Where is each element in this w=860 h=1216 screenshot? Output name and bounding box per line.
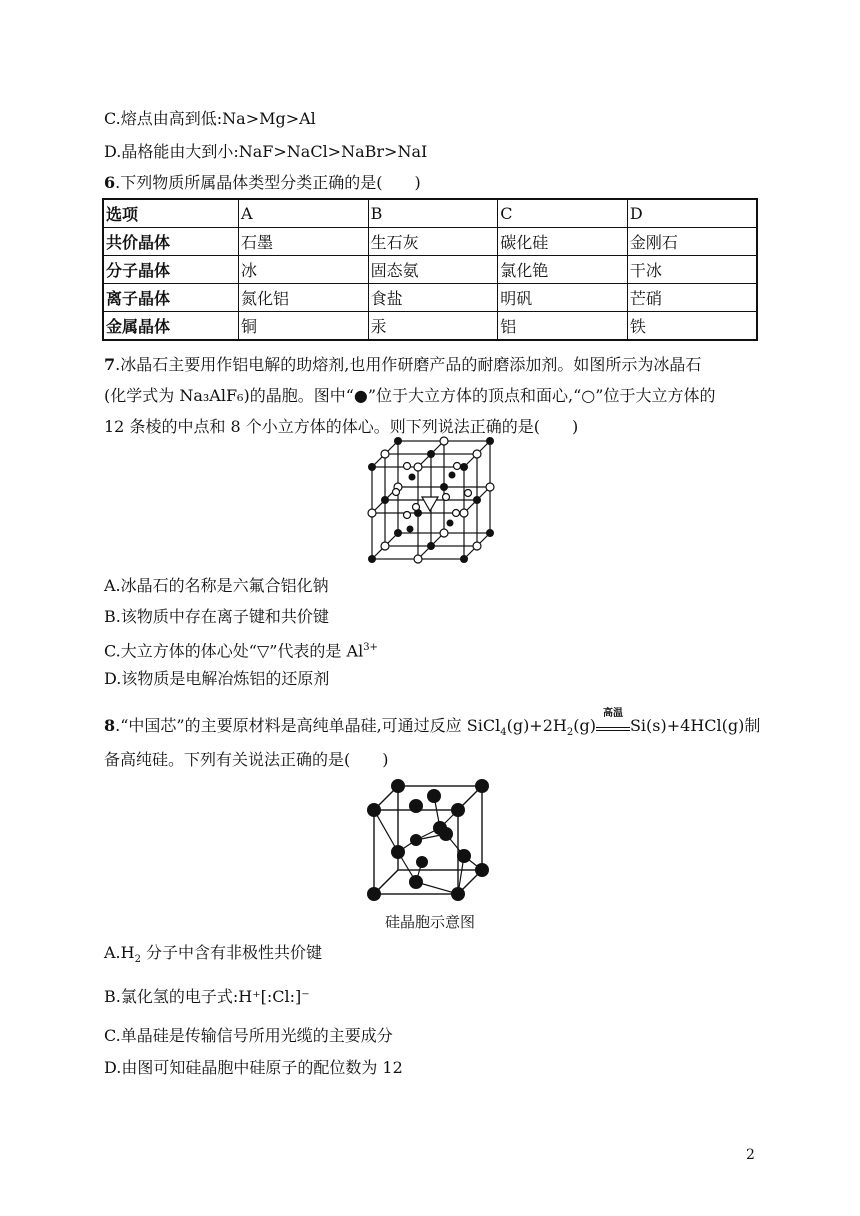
table-header-cell: C bbox=[498, 199, 628, 228]
q7-option-c bbox=[104, 637, 378, 662]
q8-option-a: $A.H_2$ 分子中含有非极性共价键 bbox=[104, 943, 323, 966]
q8-stem-text-3: (g) bbox=[573, 716, 596, 735]
table-cell: 铁 bbox=[627, 312, 757, 341]
table-cell: 芒硝 bbox=[627, 284, 757, 312]
q7-stem-text: .冰晶石主要用作铝电解的助熔剂,也用作研磨产品的耐磨添加剂。如图所示为冰晶石 bbox=[115, 355, 702, 374]
q7-option-b: B.该物质中存在离子键和共价键 bbox=[104, 607, 329, 626]
table-row bbox=[103, 228, 757, 256]
triangle-icon bbox=[422, 497, 438, 511]
table-header-cell: 选项 bbox=[103, 199, 239, 228]
table-cell: 铜 bbox=[239, 312, 369, 341]
table-cell: 氯化铯 bbox=[498, 256, 628, 284]
q6-stem bbox=[104, 172, 421, 194]
table-row bbox=[103, 284, 757, 312]
q8-stem-line1: 8.“中国芯”的主要原材料是高纯单晶硅,可通过反应 $SiCl_4(g)+2H_2(g)$ 高温 Si(s)+4HCl(g)制 bbox=[104, 715, 760, 744]
table-cell: 生石灰 bbox=[368, 228, 498, 256]
q5-option-c: C.熔点由高到低:Na>Mg>Al bbox=[104, 109, 316, 128]
table-row bbox=[103, 312, 757, 341]
cryolite-unit-cell-figure bbox=[358, 435, 498, 570]
reaction-condition-label: 高温 bbox=[602, 708, 623, 719]
q8-stem-text: .“中国芯”的主要原材料是高纯单晶硅,可通过反应 SiCl bbox=[115, 716, 501, 735]
q8-stem-text-4: Si(s)+4HCl(g)制 bbox=[629, 716, 761, 735]
q7-option-c-sup: 3+ bbox=[363, 642, 378, 653]
q5-option-d: D.晶格能由大到小:NaF>NaCl>NaBr>NaI bbox=[104, 142, 428, 161]
q6-stem-text: .下列物质所属晶体类型分类正确的是( ) bbox=[115, 173, 421, 192]
table-cell: 铝 bbox=[498, 312, 628, 341]
table-cell: 离子晶体 bbox=[103, 284, 239, 312]
q8-option-c: C.单晶硅是传输信号所用光缆的主要成分 bbox=[104, 1026, 393, 1045]
table-cell: 明矾 bbox=[498, 284, 628, 312]
reaction-condition bbox=[596, 708, 630, 731]
q8-number: 8 bbox=[104, 716, 116, 735]
q8-stem-text-2: (g)+2H bbox=[506, 716, 567, 735]
table-row bbox=[103, 256, 757, 284]
table-cell: 冰 bbox=[239, 256, 369, 284]
q8-stem-line2: 备高纯硅。下列有关说法正确的是( ) bbox=[104, 750, 389, 769]
table-cell: 金刚石 bbox=[627, 228, 757, 256]
table-header-cell: B bbox=[368, 199, 498, 228]
table-cell: 汞 bbox=[368, 312, 498, 341]
q8-option-d: D.由图可知硅晶胞中硅原子的配位数为 12 bbox=[104, 1058, 403, 1077]
q8-option-a-text: A.H bbox=[104, 943, 135, 962]
table-header-cell: A bbox=[239, 199, 369, 228]
table-cell: 碳化硅 bbox=[498, 228, 628, 256]
q6-number: 6 bbox=[104, 173, 116, 192]
table-cell: 金属晶体 bbox=[103, 312, 239, 341]
table-header-cell: D bbox=[627, 199, 757, 228]
table-cell: 石墨 bbox=[239, 228, 369, 256]
page-number: 2 bbox=[746, 1147, 755, 1163]
q7-stem-line3: 12 条棱的中点和 8 个小立方体的体心。则下列说法正确的是( ) bbox=[104, 417, 579, 436]
q7-number: 7 bbox=[104, 355, 116, 374]
table-cell: 食盐 bbox=[368, 284, 498, 312]
q7-stem-line2: (化学式为 Na₃AlF₆)的晶胞。图中“●”位于大立方体的顶点和面心,“○”位于大立方体的 bbox=[104, 386, 716, 405]
table-cell: 氮化铝 bbox=[239, 284, 369, 312]
q7-stem-line1 bbox=[104, 354, 701, 376]
silicon-unit-cell-figure bbox=[362, 774, 494, 906]
figure-caption: 硅晶胞示意图 bbox=[384, 913, 475, 931]
q7-option-a: A.冰晶石的名称是六氟合铝化钠 bbox=[104, 576, 329, 595]
q6-table bbox=[102, 198, 758, 341]
q8-option-a-text-2: 分子中含有非极性共价键 bbox=[140, 943, 323, 962]
q7-option-c-text: C.大立方体的体心处“▽”代表的是 Al bbox=[104, 641, 364, 661]
table-cell: 干冰 bbox=[627, 256, 757, 284]
table-cell: 固态氨 bbox=[368, 256, 498, 284]
q8-option-b: B.氯化氢的电子式:H⁺[:Cl:]⁻ bbox=[104, 987, 310, 1006]
table-cell: 共价晶体 bbox=[103, 228, 239, 256]
table-cell: 分子晶体 bbox=[103, 256, 239, 284]
q7-option-d: D.该物质是电解冶炼铝的还原剂 bbox=[104, 669, 330, 688]
table-header-row bbox=[103, 199, 757, 228]
